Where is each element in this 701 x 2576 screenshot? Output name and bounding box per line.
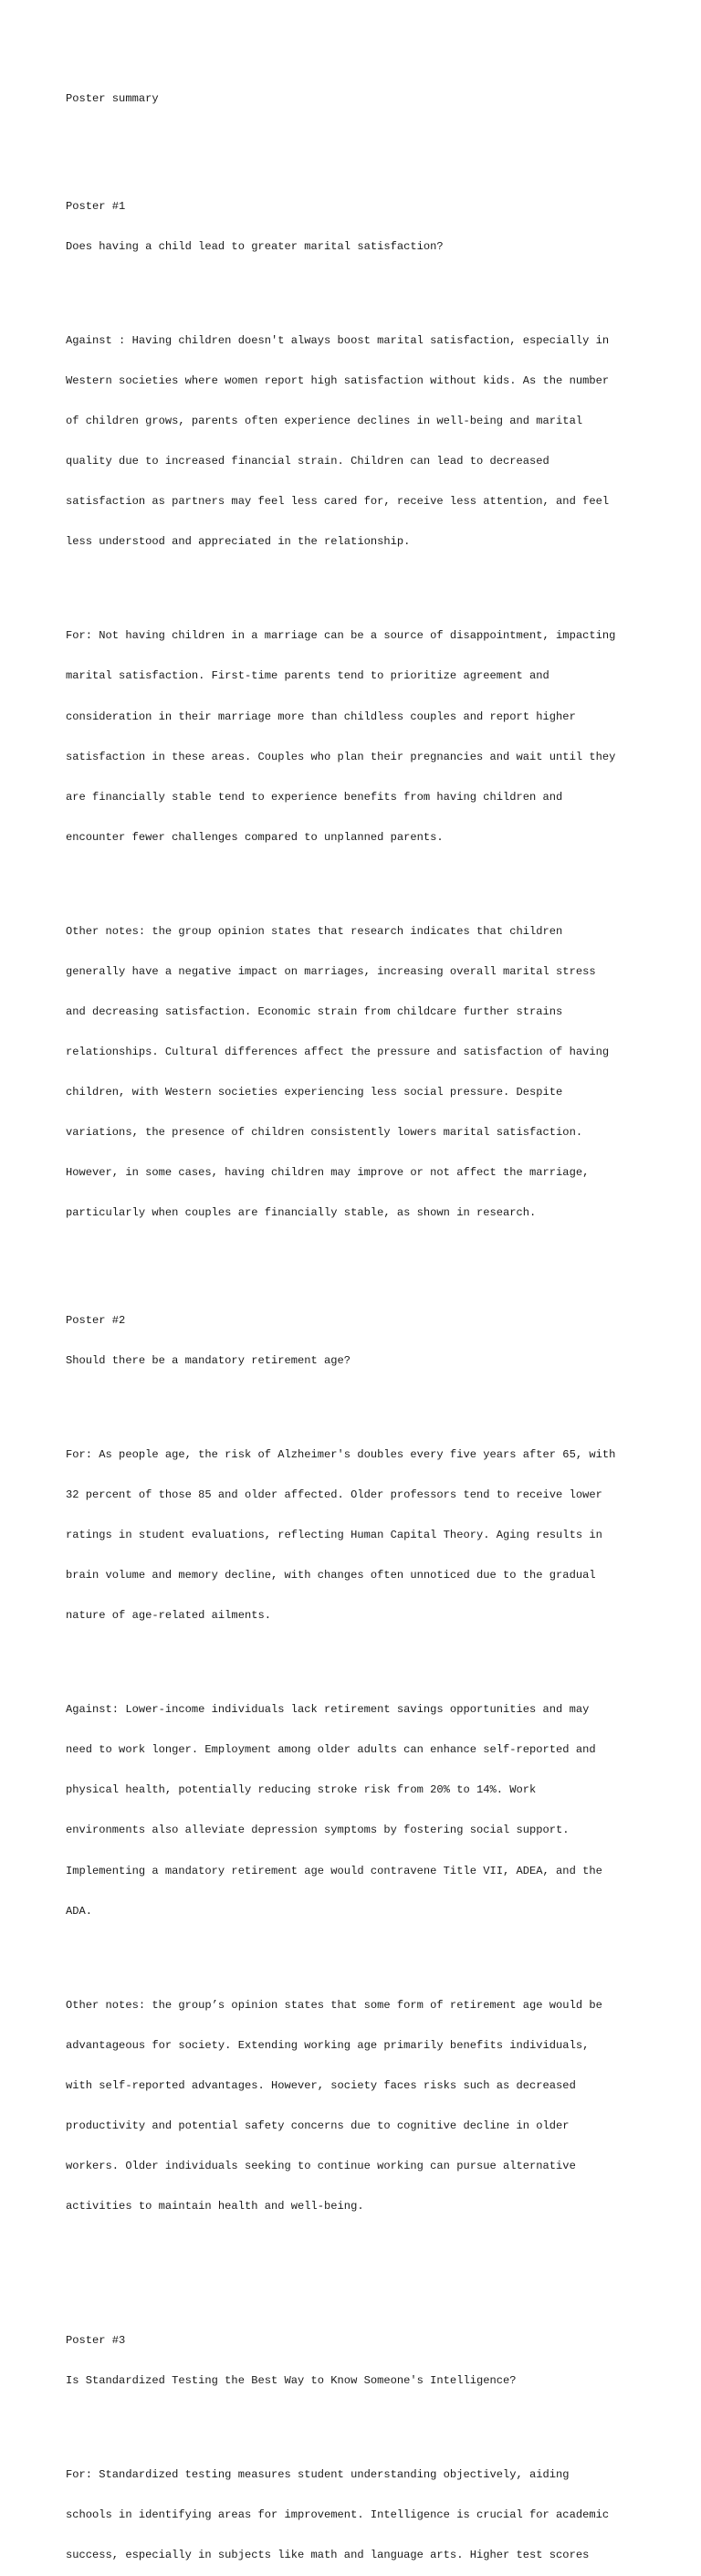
poster-1-notes-line: Other notes: the group opinion states that research indicates that children (66, 924, 563, 938)
poster-2-notes-line: Other notes: the group’s opinion states that some form of retirement age would be (66, 1998, 602, 2012)
poster-1-notes-line: particularly when couples are financially stable, as shown in research. (66, 1206, 537, 1220)
poster-1-heading: Poster #1 (66, 200, 126, 213)
poster-2-for-line: brain volume and memory decline, with changes often unnoticed due to the gradual (66, 1569, 596, 1582)
poster-1-against-line: Western societies where women report high satisfaction without kids. As the number (66, 374, 610, 388)
poster-1-notes-line: relationships. Cultural differences affect the pressure and satisfaction of having (66, 1045, 610, 1058)
blank-line (66, 280, 650, 294)
poster-2-for-line: ratings in student evaluations, reflecting Human Capital Theory. Aging results in (66, 1529, 602, 1542)
poster-2-against-line: Implementing a mandatory retirement age would contravene Title VII, ADEA, and the (66, 1864, 602, 1877)
document-page (66, 66, 650, 2576)
poster-1-for-line: encounter fewer challenges compared to unplanned parents. (66, 830, 444, 844)
poster-1-notes-line: generally have a negative impact on marriages, increasing overall marital stress (66, 964, 596, 978)
poster-1-for-line: marital satisfaction. First-time parents tend to prioritize agreement and (66, 669, 549, 683)
poster-1-question: Does having a child lead to greater marital satisfaction? (66, 240, 444, 254)
blank-line (66, 576, 650, 590)
poster-2-for-line: nature of age-related ailments. (66, 1609, 271, 1623)
poster-2-for-line: 32 percent of those 85 and older affected. Older professors tend to receive lower (66, 1488, 602, 1502)
poster-1-against-line: of children grows, parents often experience declines in well-being and marital (66, 415, 583, 428)
poster-3-for-line: schools in identifying areas for improvement. Intelligence is crucial for academic (66, 2508, 610, 2522)
poster-2-notes-line: workers. Older individuals seeking to continue working can pursue alternative (66, 2159, 576, 2172)
poster-2-heading: Poster #2 (66, 1313, 126, 1327)
poster-2-notes-line: advantageous for society. Extending working age primarily benefits individuals, (66, 2038, 590, 2052)
poster-2-against-line: environments also alleviate depression symptoms by fostering social support. (66, 1824, 570, 1837)
poster-1-notes-line: children, with Western societies experiencing less social pressure. Despite (66, 1086, 563, 1099)
poster-1-against-line: quality due to increased financial strain. Children can lead to decreased (66, 455, 549, 468)
blank-line (66, 133, 650, 147)
blank-line (66, 1945, 650, 1959)
poster-3-question: Is Standardized Testing the Best Way to Know Someone's Intelligence? (66, 2374, 517, 2388)
poster-3-for-line: For: Standardized testing measures student understanding objectively, aiding (66, 2468, 570, 2482)
poster-1-for-line: are financially stable tend to experience benefits from having children and (66, 790, 563, 804)
blank-line (66, 1649, 650, 1663)
poster-2-notes-line: activities to maintain health and well-being. (66, 2200, 364, 2213)
poster-1-notes-line: variations, the presence of children consistently lowers marital satisfaction. (66, 1126, 583, 1140)
poster-1-notes-line: and decreasing satisfaction. Economic strain from childcare further strains (66, 1004, 563, 1018)
poster-1-for-line: consideration in their marriage more than childless couples and report higher (66, 710, 576, 723)
poster-2-notes-line: with self-reported advantages. However, society faces risks such as decreased (66, 2078, 576, 2092)
poster-3-for-line: success, especially in subjects like math and language arts. Higher test scores (66, 2549, 590, 2562)
poster-2-notes-line: productivity and potential safety concerns due to cognitive decline in older (66, 2119, 570, 2132)
blank-line (66, 1246, 650, 1260)
poster-1-against-line: Against : Having children doesn't always boost marital satisfaction, especially in (66, 333, 610, 347)
blank-line (66, 871, 650, 885)
poster-1-for-line: satisfaction in these areas. Couples who plan their pregnancies and wait until they (66, 750, 616, 763)
poster-3-heading: Poster #3 (66, 2334, 126, 2348)
document-title: Poster summary (66, 92, 159, 106)
poster-2-against-line: Against: Lower-income individuals lack retirement savings opportunities and may (66, 1703, 590, 1717)
poster-1-notes-line: However, in some cases, having children may improve or not affect the marriage, (66, 1166, 590, 1180)
poster-2-against-line: ADA. (66, 1904, 93, 1918)
poster-1-for-line: For: Not having children in a marriage can be a source of disappointment, impacting (66, 629, 616, 643)
blank-line (66, 1394, 650, 1408)
blank-line (66, 2414, 650, 2428)
blank-lines (66, 2240, 650, 2280)
poster-2-against-line: physical health, potentially reducing stroke risk from 20% to 14%. Work (66, 1783, 537, 1797)
poster-1-against-line: less understood and appreciated in the relationship. (66, 535, 411, 549)
poster-2-against-line: need to work longer. Employment among older adults can enhance self-reported and (66, 1743, 596, 1757)
poster-1-against-line: satisfaction as partners may feel less cared for, receive less attention, and feel (66, 495, 610, 509)
poster-2-question: Should there be a mandatory retirement age? (66, 1354, 351, 1368)
poster-2-for-line: For: As people age, the risk of Alzheimer's doubles every five years after 65, with (66, 1447, 616, 1461)
